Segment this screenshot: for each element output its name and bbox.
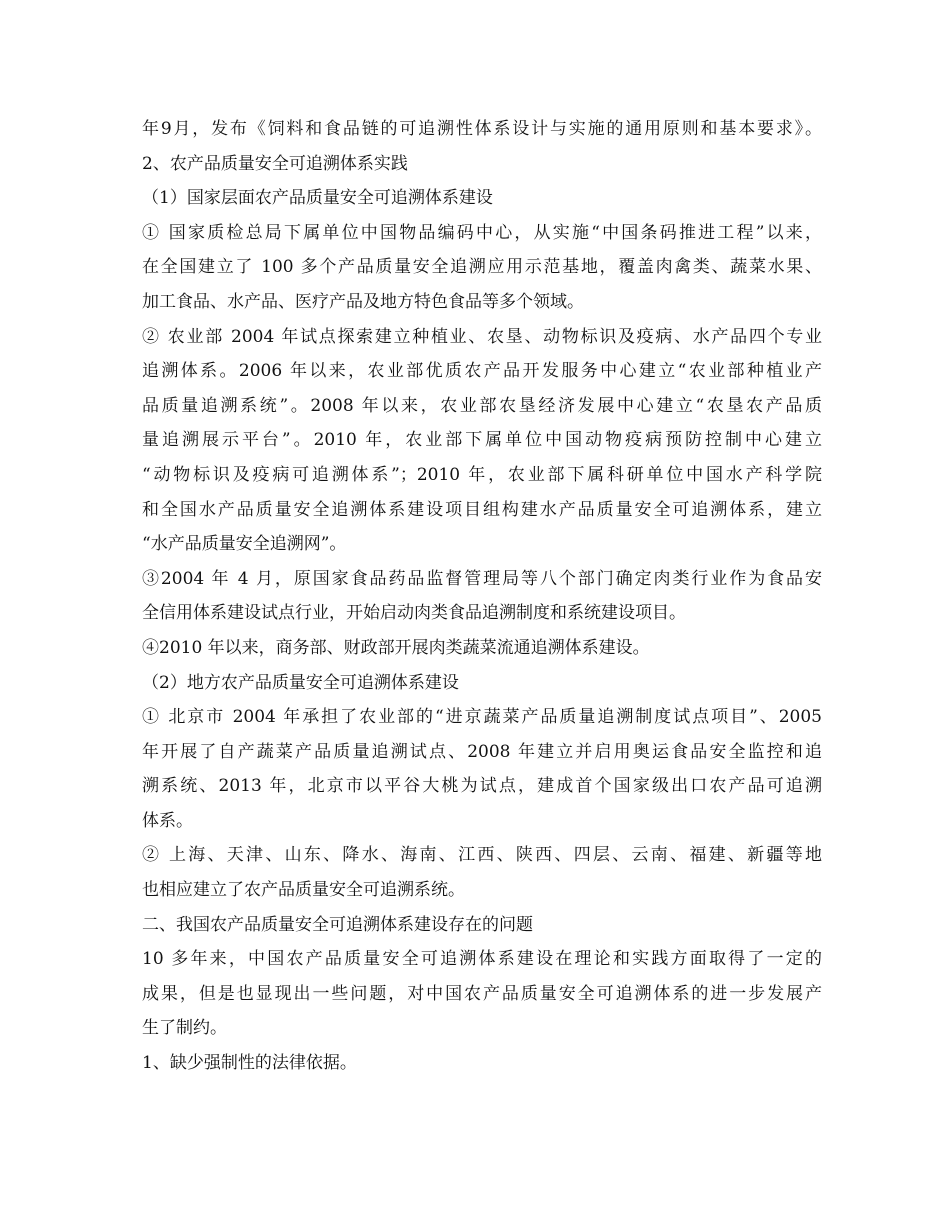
text-line: 全信用体系建设试点行业，开始启动肉类食品追溯制度和系统建设项目。 — [142, 603, 686, 624]
text-line: 品质量追溯系统”。2008 年以来，农业部农垦经济发展中心建立“农垦农产品质 — [142, 395, 822, 416]
text-line: 体系。 — [142, 810, 193, 831]
text-line: 10 多年来，中国农产品质量安全可追溯体系建设在理论和实践方面取得了一定的 — [142, 949, 822, 970]
text-line: 量追溯展示平台”。2010 年，农业部下属单位中国动物疫病预防控制中心建立 — [142, 430, 822, 451]
section-heading: 2、农产品质量安全可追溯体系实践 — [142, 153, 408, 174]
text-line: 成果，但是也显现出一些问题，对中国农产品质量安全可追溯体系的进一步发展产 — [142, 983, 822, 1004]
text-line: 加工食品、水产品、医疗产品及地方特色食品等多个领域。 — [142, 291, 584, 312]
text-line: 年开展了自产蔬菜产品质量追溯试点、2008 年建立并启用奥运食品安全监控和追 — [142, 741, 822, 762]
text-line: ③2004 年 4 月，原国家食品药品监督管理局等八个部门确定肉类行业作为食品安 — [142, 568, 822, 589]
text-line: 年9月，发布《饲料和食品链的可追溯性体系设计与实施的通用原则和基本要求》。 — [142, 119, 822, 139]
section-heading: 1、缺少强制性的法律依据。 — [142, 1053, 357, 1074]
text-line: 生了制约。 — [142, 1018, 227, 1039]
text-line: 溯系统、2013 年，北京市以平谷大桃为试点，建成首个国家级出口农产品可追溯 — [142, 776, 822, 797]
text-line: “动物标识及疫病可追溯体系”；2010 年，农业部下属科研单位中国水产科学院 — [142, 464, 822, 485]
text-line: 追溯体系。2006 年以来，农业部优质农产品开发服务中心建立“农业部种植业产 — [142, 361, 822, 382]
text-line: ④2010 年以来，商务部、财政部开展肉类蔬菜流通追溯体系建设。 — [142, 637, 650, 658]
section-heading: 二、我国农产品质量安全可追溯体系建设存在的问题 — [142, 914, 533, 935]
text-line: 也相应建立了农产品质量安全可追溯系统。 — [142, 880, 465, 901]
text-line: ① 北京市 2004 年承担了农业部的“进京蔬菜产品质量追溯制度试点项目”、2005 — [142, 707, 822, 728]
text-line: 和全国水产品质量安全追溯体系建设项目组构建水产品质量安全可追溯体系，建立 — [142, 499, 822, 520]
subsection-heading: （1）国家层面农产品质量安全可追溯体系建设 — [142, 188, 493, 209]
document-body — [142, 112, 822, 1081]
text-line: ② 农业部 2004 年试点探索建立种植业、农垦、动物标识及疫病、水产品四个专业 — [142, 326, 822, 347]
text-line: 在全国建立了 100 多个产品质量安全追溯应用示范基地，覆盖肉禽类、蔬菜水果、 — [142, 257, 822, 278]
text-line: ② 上海、天津、山东、降水、海南、江西、陕西、四层、云南、福建、新疆等地 — [142, 845, 822, 866]
text-line: “水产品质量安全追溯网”。 — [142, 534, 347, 555]
text-line: ① 国家质检总局下属单位中国物品编码中心，从实施“中国条码推进工程”以来， — [142, 222, 822, 243]
subsection-heading: （2）地方农产品质量安全可追溯体系建设 — [142, 672, 459, 693]
